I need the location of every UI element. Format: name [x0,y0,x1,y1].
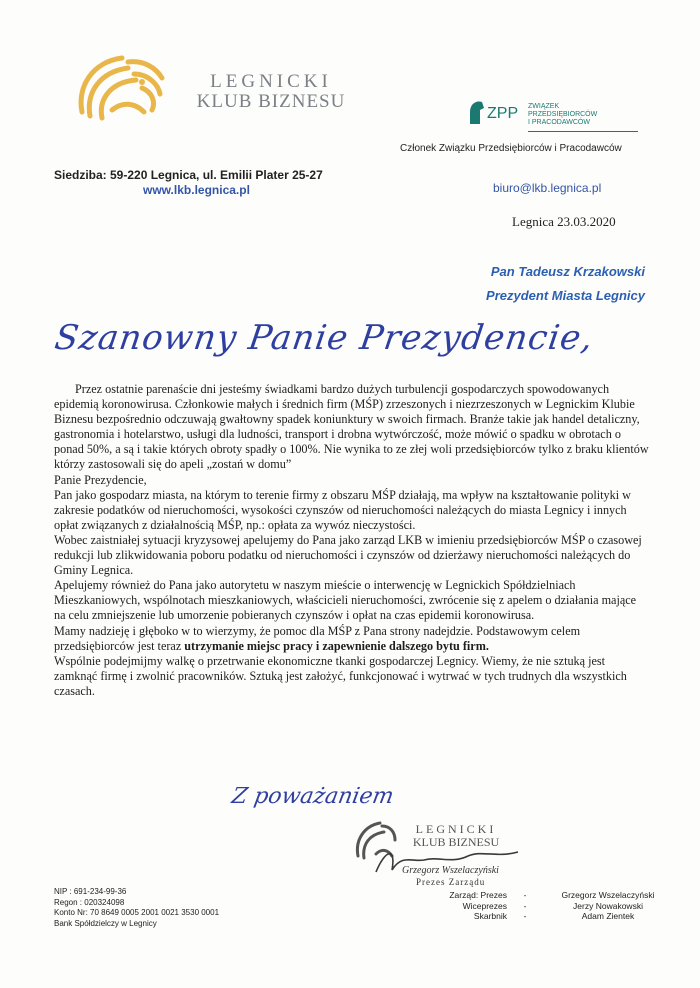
recipient-title: Prezydent Miasta Legnicy [486,288,645,303]
board-role: Skarbnik [473,911,507,921]
paragraph: Pan jako gospodarz miasta, na którym to terenie firmy z obszaru MŚP działają, ma wpływ na kształtowanie polityki w zakresie podatków od nieruchomości, wysokości czynszów od nieruchomości należących do miasta Legnicy i innych opłat związanych z działalnością MŚP, np.: opłata za wywóz nieczystości. [54,487,631,532]
signer-name: Grzegorz Wszelaczyński [402,865,499,876]
stamp-line2: KLUB BIZNESU [412,835,500,849]
footer-regon: Regon : 020324098 [54,897,125,907]
board-name: Jerzy Nowakowski [573,900,643,911]
board-dash: - [523,900,527,911]
emphasis-text: utrzymanie miejsc pracy i zapewnienie dalszego bytu firm. [184,638,489,653]
paragraph [54,624,650,654]
footer-company-info [54,887,219,929]
email-link[interactable]: biuro@lkb.legnica.pl [493,181,602,195]
board-dash: - [523,890,527,900]
footer-nip: NIP : 691-234-99-36 [54,887,127,896]
zpp-underline [528,131,638,132]
zpp-member-note: Członek Związku Przedsiębiorców i Pracodawców [400,143,622,154]
board-dash: - [523,911,527,921]
letter-date: Legnica 23.03.2020 [512,214,616,229]
stamp-line1: LEGNICKI [415,822,497,836]
paragraph: Apelujemy również do Pana jako autorytetu w naszym mieście o interwencję w Legnickich Spółdzielniach Mieszkaniowych, wspólnotach mieszkaniowych, właścicieli nieruchomości, zwrócenie się z apelem o działania mające na celu zmniejszenie lub umorzenie pobieranych czynszów i opłat na czas epidemii koronowirusa. [54,578,637,623]
org-logo-text [176,72,366,112]
paragraph-text: Mamy nadzieję i głęboko w to wierzymy, że pomoc dla MŚP z Pana strony nadejdzie. Podstawowym celem przedsiębiorców jest teraz [54,623,581,653]
zpp-full-line: I PRACODAWCÓW [528,119,590,126]
letter-body [54,382,650,699]
board-row [413,911,673,922]
footer-board [413,890,673,922]
paragraph: Przez ostatnie parenaście dni jesteśmy świadkami bardzo dużych turbulencji gospodarczych spowodowanych epidemią koronowirusa. Członkowie małych i średnich firm (MŚP) zrzeszonych i niezrzeszonych w Legnickim Klubie Biznesu bezpośrednio odczuwają gwałtowny spadek koniunktury w swoich firmach. Branże takie jak handel detaliczny, gastronomia i hotelarstwo, usługi dla ludności, transport i drobna wytwórczość, może mówić o spadku w obrotach o ponad 50%, a są i takie których obroty spadły o 100%. Nie wynika to ze złej woli przedsiębiorców tylko z braku klientów którzy zastosowali się do apeli „zostań w domu” [54,382,649,472]
bison-icon [466,98,486,126]
zpp-full-line: PRZEDSIĘBIORCÓW [528,111,598,118]
recipient-name: Pan Tadeusz Krzakowski [490,264,645,279]
salutation: Panie Prezydencie, [54,472,147,487]
lion-logo-icon [72,52,172,124]
footer-account: Konto Nr: 70 8649 0005 2001 0021 3530 0001 [54,908,220,917]
paragraph: Wspólnie podejmijmy walkę o przetrwanie ekonomiczne tkanki gospodarczej Legnicy. Wiemy, że nie sztuką jest zamknąć firmę i zwolnić pracowników. Sztuką jest założyć, funkcjonować i wytrwać w tych trudnych dla wszystkich czasach. [54,653,627,698]
zpp-abbr: ZPP [487,105,519,122]
address-line: Siedziba: 59-220 Legnica, ul. Emilii Plater 25-27 [54,168,323,182]
org-logo-line2: KLUB BIZNESU [196,91,346,112]
zpp-full-name [528,103,598,127]
board-name: Grzegorz Wszelaczyński [561,890,655,900]
handwritten-closing: Z poważaniem [229,784,396,809]
board-row [413,901,673,912]
board-row [413,890,673,901]
footer-bank: Bank Spółdzielczy w Legnicy [54,918,157,928]
board-role: Zarząd: Prezes [449,890,507,900]
paragraph: Wobec zaistniałej sytuacji kryzysowej apelujemy do Pana jako zarząd LKB w imieniu przedsiębiorców MŚP o czasowej redukcji lub zlikwidowania poboru podatku od nieruchomości i czynszów od dzierżawy nieruchomości należących do Gminy Legnica. [54,532,642,578]
zpp-full-line: ZWIĄZEK [528,103,560,110]
recipient-block [440,260,645,308]
board-name: Adam Zientek [581,911,635,921]
signer-role: Prezes Zarządu [416,877,486,887]
handwritten-greeting: Szanowny Panie Prezydencie, [52,318,596,358]
org-logo-line1: LEGNICKI [210,71,332,92]
website-link[interactable]: www.lkb.legnica.pl [143,183,250,197]
board-role: Wiceprezes [462,900,507,911]
